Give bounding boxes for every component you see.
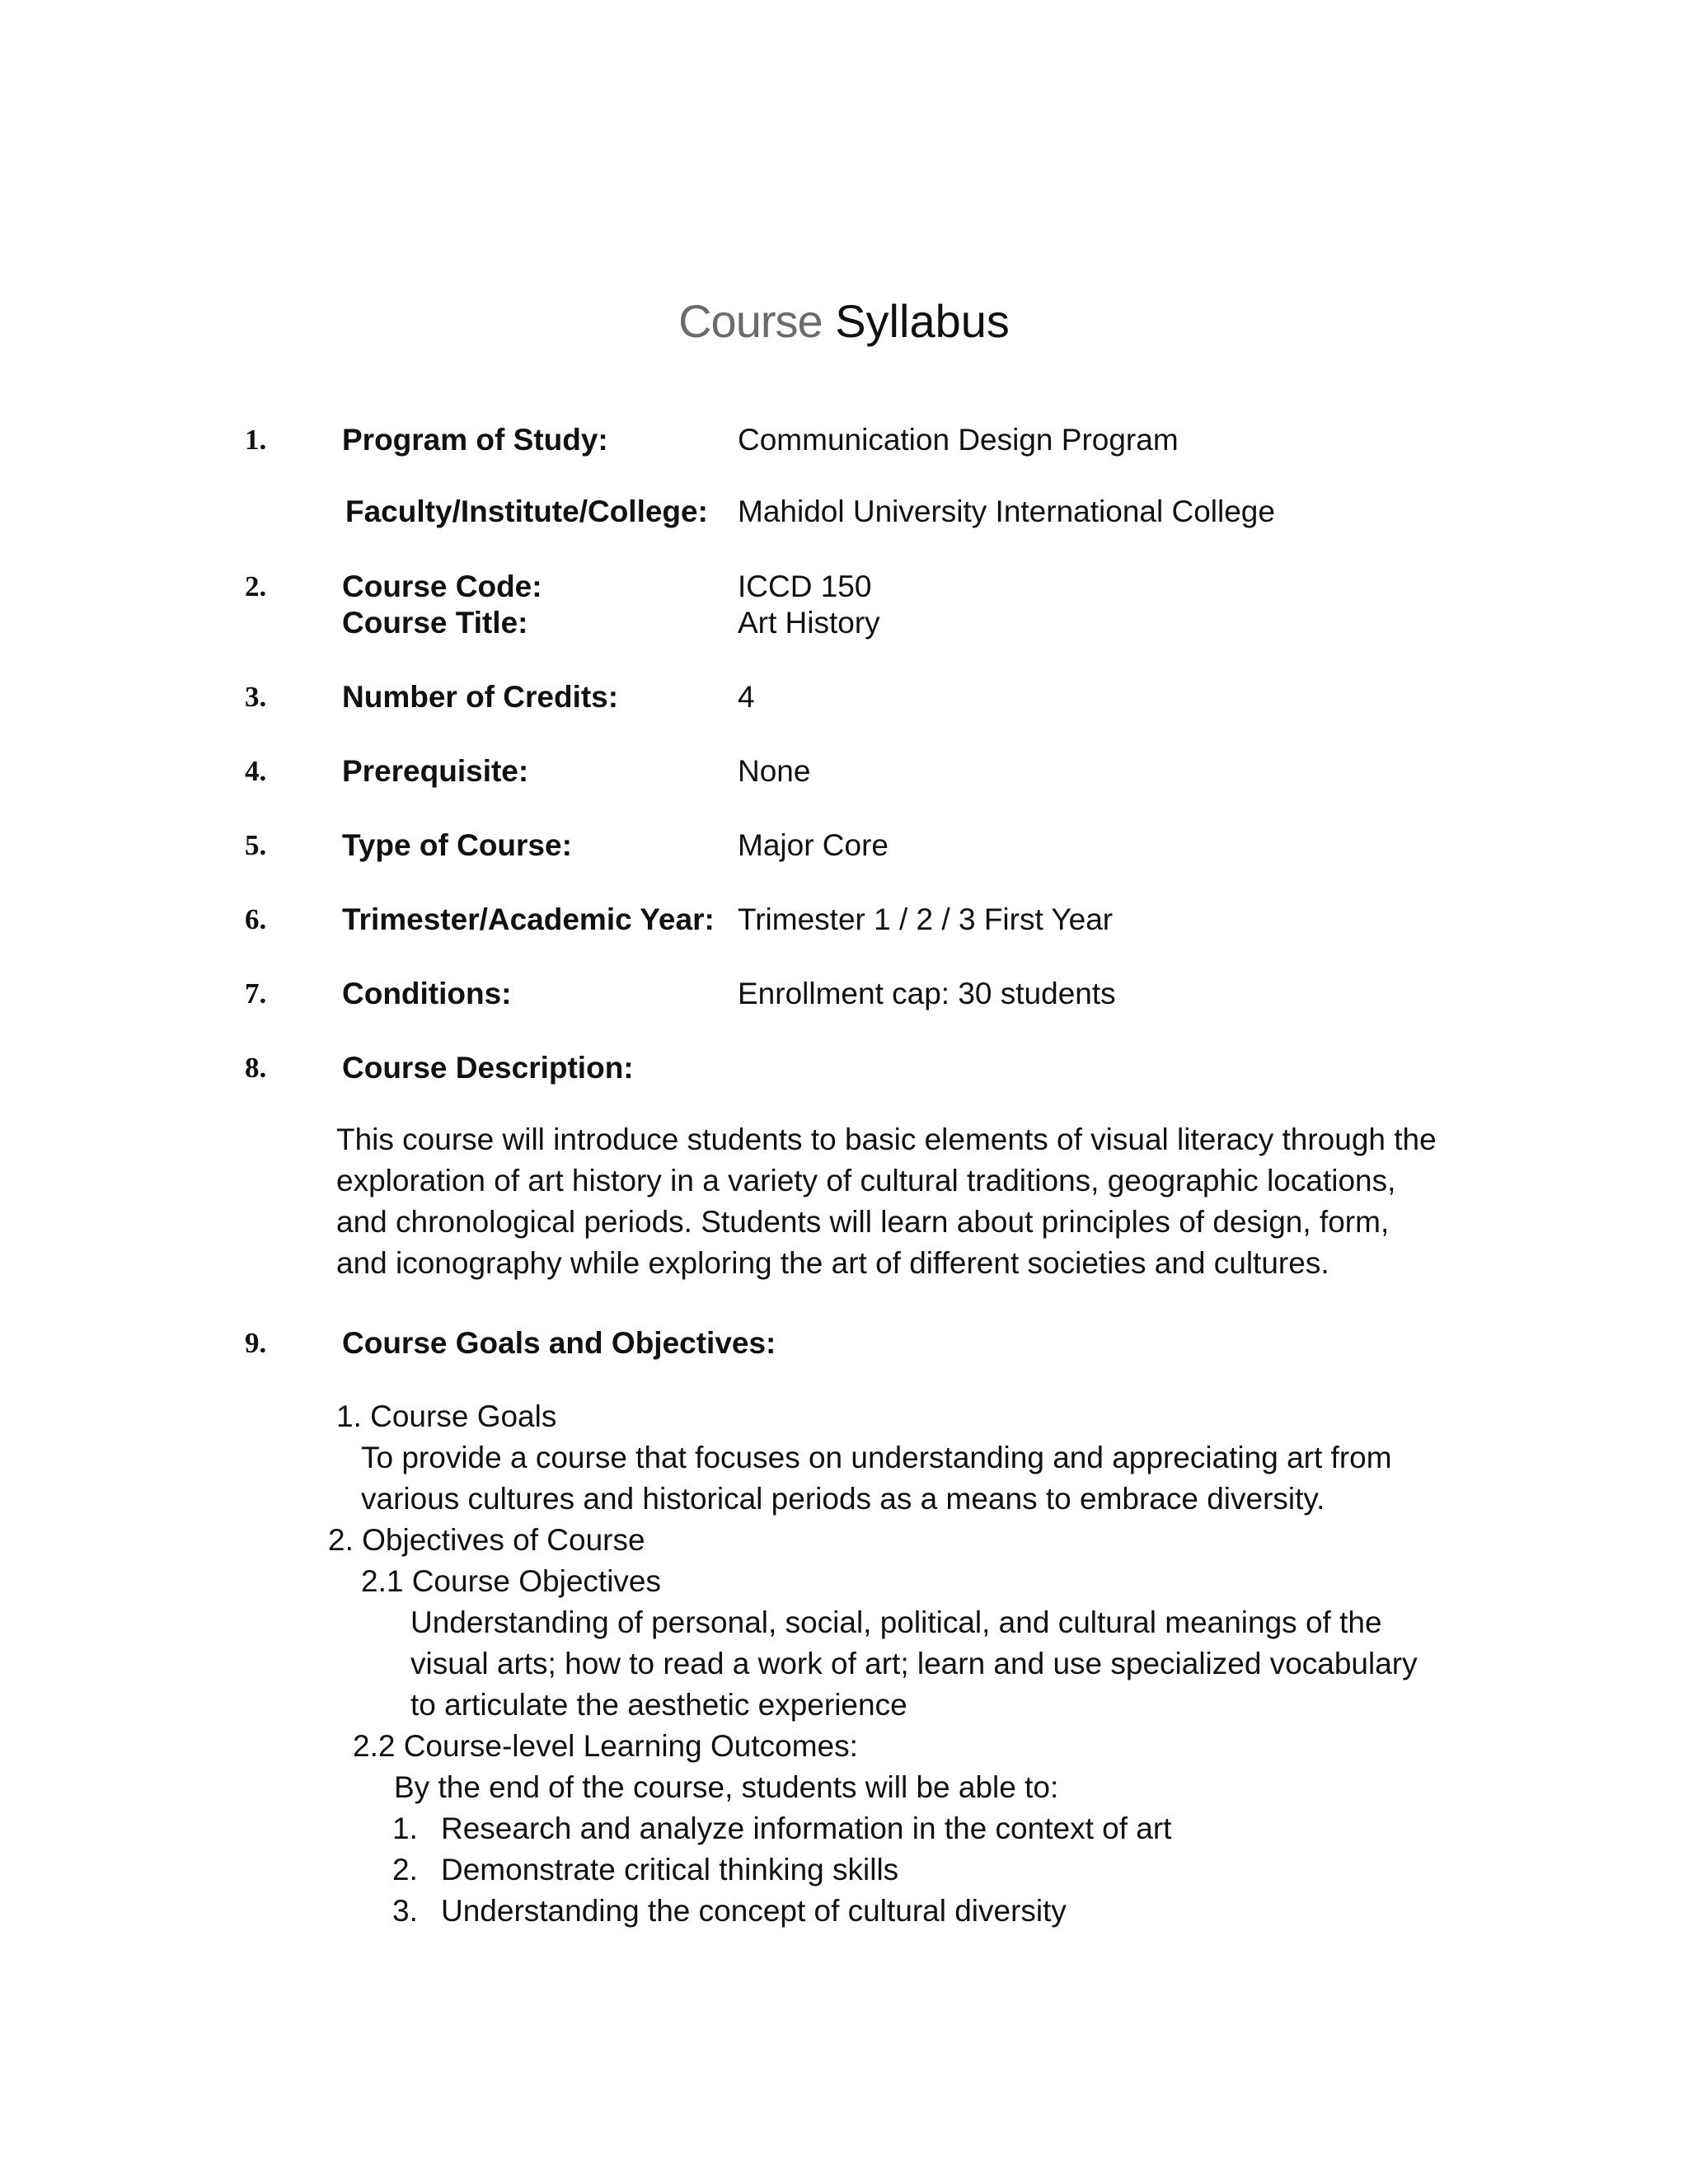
description-line: exploration of art history in a variety of cultural traditions, geographic locations,: [336, 1164, 1396, 1197]
title-heavy-word: Syllabus: [835, 295, 1010, 347]
field-label-trimester: Trimester/Academic Year:: [342, 902, 715, 936]
outcome-text: Understanding the concept of cultural diversity: [441, 1894, 1067, 1928]
field-value-faculty: Mahidol University International College: [738, 494, 1275, 528]
section-heading-description: Course Description:: [342, 1051, 634, 1085]
item-number: 3.: [245, 681, 267, 713]
field-value-trimester: Trimester 1 / 2 / 3 First Year: [738, 902, 1114, 936]
field-label-conditions: Conditions:: [342, 977, 512, 1010]
outcome-text: Demonstrate critical thinking skills: [441, 1853, 899, 1886]
item-number: 2.: [245, 570, 267, 602]
description-line: and iconography while exploring the art of different societies and cultures.: [336, 1246, 1329, 1280]
description-line: This course will introduce students to basic elements of visual literacy through the: [336, 1122, 1437, 1156]
outcome-number: 1.: [392, 1811, 418, 1845]
field-value-program: Communication Design Program: [738, 423, 1179, 457]
field-label-course-title: Course Title:: [342, 606, 528, 640]
objectives-heading: 2. Objectives of Course: [328, 1523, 645, 1557]
objectives-text-line: to articulate the aesthetic experience: [410, 1688, 907, 1722]
field-label-program: Program of Study:: [342, 423, 608, 457]
title-light-word: Course: [678, 295, 823, 347]
field-value-course-type: Major Core: [738, 828, 889, 862]
outcome-number: 2.: [392, 1853, 418, 1886]
outcomes-heading: 2.2 Course-level Learning Outcomes:: [353, 1729, 858, 1763]
item-number: 7.: [245, 977, 267, 1010]
field-value-course-title: Art History: [738, 606, 880, 640]
objectives-subheading: 2.1 Course Objectives: [361, 1564, 662, 1598]
field-label-course-type: Type of Course:: [342, 828, 572, 862]
field-label-prerequisite: Prerequisite:: [342, 754, 529, 788]
field-value-credits: 4: [738, 680, 755, 714]
field-label-credits: Number of Credits:: [342, 680, 619, 714]
outcome-text: Research and analyze information in the context of art: [441, 1811, 1172, 1845]
item-number: 5.: [245, 829, 267, 861]
field-value-course-code: ICCD 150: [738, 569, 872, 603]
objectives-text-line: Understanding of personal, social, political, and cultural meanings of the: [410, 1605, 1382, 1639]
item-number: 6.: [245, 903, 267, 935]
field-label-course-code: Course Code:: [342, 569, 542, 603]
field-value-prerequisite: None: [738, 754, 811, 788]
goals-text-line: To provide a course that focuses on understanding and appreciating art from: [361, 1441, 1392, 1474]
outcomes-intro: By the end of the course, students will be able to:: [394, 1770, 1059, 1804]
course-description: [336, 1119, 1437, 1284]
item-number: 1.: [245, 424, 267, 456]
goals-heading: 1. Course Goals: [336, 1399, 557, 1433]
section-heading-goals: Course Goals and Objectives:: [342, 1326, 776, 1360]
goals-text-line: various cultures and historical periods as a means to embrace diversity.: [361, 1482, 1325, 1516]
outcome-number: 3.: [392, 1894, 418, 1928]
item-number: 8.: [245, 1052, 267, 1084]
objectives-text-line: visual arts; how to read a work of art; learn and use specialized vocabulary: [410, 1647, 1418, 1680]
page-title: [0, 293, 1688, 350]
item-number: 4.: [245, 755, 267, 787]
item-number: 9.: [245, 1327, 267, 1359]
field-label-faculty: Faculty/Institute/College:: [345, 494, 708, 528]
field-value-conditions: Enrollment cap: 30 students: [738, 977, 1116, 1010]
description-line: and chronological periods. Students will learn about principles of design, form,: [336, 1205, 1390, 1239]
